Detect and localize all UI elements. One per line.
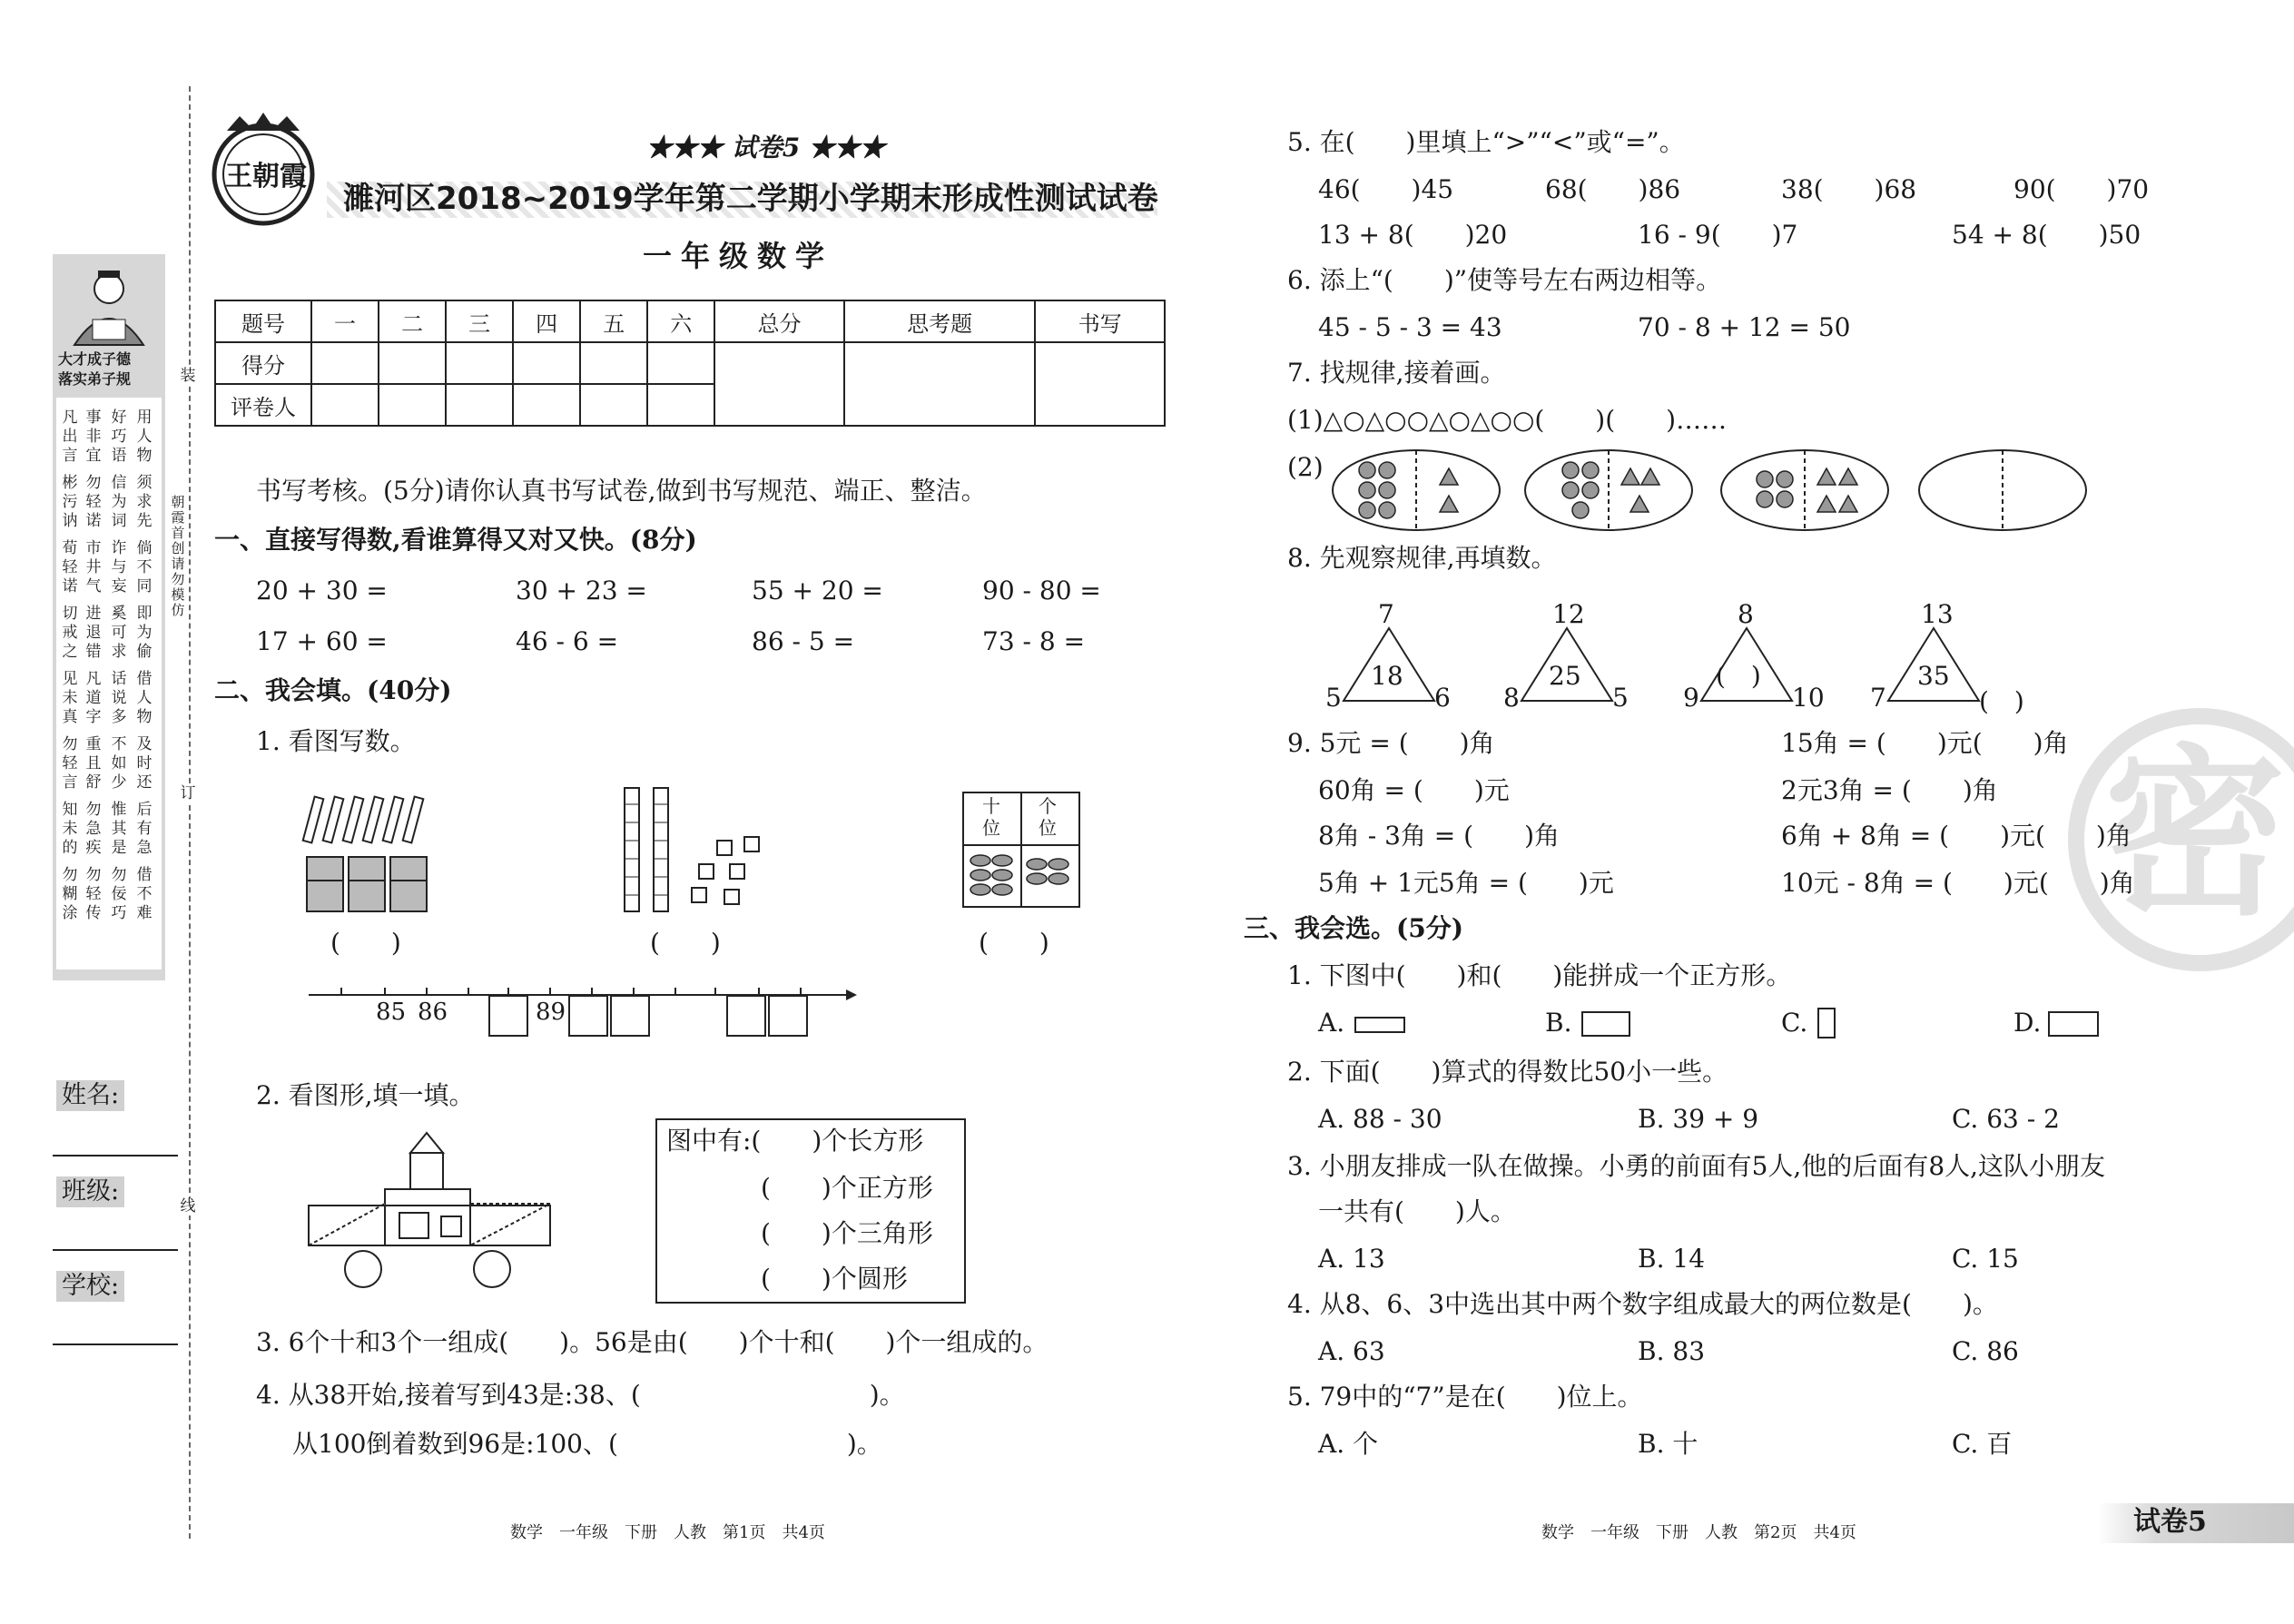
- option-item[interactable]: C. 15: [1952, 1244, 2019, 1274]
- calc-item: 73 - 8 =: [982, 626, 1086, 656]
- motto-column: 用人物: [136, 408, 153, 465]
- tick-label: 86: [418, 999, 448, 1026]
- corner-label: 试卷5: [2133, 1506, 2207, 1538]
- answer-blank[interactable]: ( ): [330, 928, 401, 958]
- score-cell[interactable]: [647, 342, 714, 384]
- motto-column: 倘不同: [136, 539, 153, 595]
- money-item: 2元3角 = ( )角: [1781, 775, 1998, 805]
- number-box[interactable]: [488, 995, 528, 1037]
- compare-item: 13 + 8( )20: [1318, 220, 1508, 250]
- tick-label: 85: [376, 999, 407, 1026]
- motto-column: 勿佞巧: [111, 866, 127, 922]
- money-item: 5角 + 1元5角 = ( )元: [1318, 868, 1614, 898]
- table-row-label: 评卷人: [215, 384, 311, 426]
- score-cell[interactable]: [311, 384, 379, 426]
- equation-item: 70 - 8 + 12 = 50: [1638, 312, 1851, 342]
- rectangle-c-icon: [1817, 1008, 1836, 1038]
- shape-count-line: ( )个圆形: [761, 1264, 908, 1294]
- name-field[interactable]: [53, 1155, 178, 1156]
- triangle-left: 5: [1325, 683, 1342, 713]
- triangle-center: 25: [1549, 661, 1581, 691]
- option-item[interactable]: B. 十: [1638, 1429, 1698, 1459]
- motto-column: 后有急: [136, 801, 153, 857]
- left-footer: 数学 一年级 下册 人教 第1页 共4页: [510, 1523, 825, 1542]
- question-3-3a: 3. 小朋友排成一队在做操。小勇的前面有5人,他的后面有8人,这队小朋友: [1287, 1151, 2106, 1181]
- writing-instruction: 书写考核。(5分)请你认真书写试卷,做到书写规范、端正、整洁。: [256, 476, 987, 506]
- motto-column: 勿糊涂: [62, 866, 78, 922]
- money-item: 15角 = ( )元( )角: [1781, 728, 2069, 758]
- number-box[interactable]: [726, 995, 766, 1037]
- option-item[interactable]: A. 88 - 30: [1318, 1104, 1442, 1134]
- triangle-top: 7: [1378, 599, 1394, 629]
- motto-column: 重且舒: [85, 735, 102, 792]
- binding-line: [189, 86, 191, 1539]
- table-header-cell: 总分: [714, 300, 843, 342]
- question-3-4: 4. 从8、6、3中选出其中两个数字组成最大的两位数是( )。: [1287, 1289, 1998, 1319]
- motto-column: 借人物: [136, 670, 153, 726]
- motto-column: 信为词: [111, 474, 127, 530]
- question-8-title: 8. 先观察规律,再填数。: [1287, 543, 1557, 573]
- binding-mark: 线: [180, 1197, 196, 1216]
- rectangle-a-icon: [1354, 1017, 1405, 1033]
- motto-column: 勿轻诺: [85, 474, 102, 530]
- compare-item: 16 - 9( )7: [1638, 220, 1798, 250]
- table-header-cell: 三: [446, 300, 513, 342]
- question-3-3b: 一共有( )人。: [1318, 1196, 1516, 1226]
- exam-title: 濉河区2018~2019学年第二学期小学期末形成性测试试卷: [343, 181, 1158, 217]
- option-item[interactable]: A. 13: [1318, 1244, 1385, 1274]
- cubes-icon: [608, 786, 763, 913]
- equation-item: 45 - 5 - 3 = 43: [1318, 312, 1502, 342]
- secret-stamp-char: 密: [2104, 727, 2287, 940]
- triangle-top: 12: [1552, 599, 1585, 629]
- motto-column: 奚可求: [111, 605, 127, 661]
- motto-column: 不如少: [111, 735, 127, 792]
- motto-column: 事非宜: [85, 408, 102, 465]
- question-2-1: 1. 看图写数。: [256, 726, 416, 756]
- side-note: 朝霞首创请勿模仿: [171, 494, 185, 618]
- compare-item: 46( )45: [1318, 174, 1454, 204]
- number-box[interactable]: [768, 995, 808, 1037]
- table-header-cell: 思考题: [844, 300, 1036, 342]
- place-value-chart: [962, 792, 1080, 908]
- calc-item: 90 - 80 =: [982, 576, 1101, 605]
- motto-column: 即为偷: [136, 605, 153, 661]
- counters-icon: [968, 851, 1075, 901]
- money-item: 9. 5元 = ( )角: [1287, 728, 1495, 758]
- exam-subtitle: 一年级数学: [643, 239, 834, 273]
- option-label[interactable]: A.: [1318, 1008, 1345, 1038]
- triangle-right: 6: [1434, 683, 1451, 713]
- motto-column: 及时还: [136, 735, 153, 792]
- right-footer: 数学 一年级 下册 人教 第2页 共4页: [1541, 1523, 1856, 1542]
- shape-vehicle-icon: [305, 1131, 559, 1300]
- question-2-4a: 4. 从38开始,接着写到43是:38、( )。: [256, 1380, 905, 1410]
- score-cell[interactable]: [446, 342, 513, 384]
- portrait-caption: 落实弟子规: [58, 370, 132, 388]
- calc-item: 86 - 5 =: [752, 626, 855, 656]
- score-cell[interactable]: [844, 342, 1036, 426]
- triangle-left: 7: [1870, 683, 1886, 713]
- score-cell[interactable]: [379, 384, 446, 426]
- motto-column: 荀轻诺: [62, 539, 78, 595]
- portrait-icon: [65, 265, 153, 349]
- motto-column: 进退错: [85, 605, 102, 661]
- triangle-left: 9: [1683, 683, 1699, 713]
- sticks-bundle-icon: [300, 790, 445, 917]
- table-header-cell: 一: [311, 300, 379, 342]
- option-item[interactable]: C. 86: [1952, 1336, 2019, 1366]
- question-2-3: 3. 6个十和3个一组成( )。56是由( )个十和( )个一组成的。: [256, 1327, 1049, 1357]
- class-field[interactable]: [53, 1249, 178, 1251]
- motto-column: 勿轻言: [62, 735, 78, 792]
- calc-item: 30 + 23 =: [516, 576, 647, 605]
- compare-item: 38( )68: [1781, 174, 1917, 204]
- motto-column: 话说多: [111, 670, 127, 726]
- class-label: 班级:: [56, 1176, 124, 1207]
- triangle-top: 8: [1738, 599, 1754, 629]
- option-item[interactable]: C. 63 - 2: [1952, 1104, 2060, 1134]
- motto-column: 须求先: [136, 474, 153, 530]
- section2-title: 二、我会填。(40分): [214, 675, 452, 705]
- score-cell[interactable]: [513, 342, 580, 384]
- section3-title: 三、我会选。(5分): [1244, 913, 1463, 943]
- shape-count-line: ( )个正方形: [761, 1173, 933, 1203]
- motto-text-area: [56, 398, 162, 969]
- question-2-2: 2. 看图形,填一填。: [256, 1080, 475, 1110]
- table-header-cell: 五: [580, 300, 647, 342]
- motto-column: 凡出言: [62, 408, 78, 465]
- logo-text: 王朝霞: [225, 161, 307, 192]
- score-cell[interactable]: [714, 342, 843, 426]
- triangle-center: 18: [1371, 661, 1403, 691]
- question-2-4b: 从100倒着数到96是:100、( )。: [292, 1429, 882, 1459]
- shape-count-line: 图中有:( )个长方形: [666, 1126, 924, 1156]
- table-header-cell: 题号: [215, 300, 311, 342]
- calc-item: 20 + 30 =: [256, 576, 388, 605]
- section1-title: 一、直接写得数,看谁算得又对又快。(8分): [214, 525, 697, 555]
- motto-column: 凡道字: [85, 670, 102, 726]
- table-header-cell: 四: [513, 300, 580, 342]
- option-item[interactable]: C. 百: [1952, 1429, 2013, 1459]
- calc-item: 55 + 20 =: [752, 576, 883, 605]
- motto-column: 诈与妄: [111, 539, 127, 595]
- tens-label: 十位: [982, 795, 1000, 839]
- table-header-cell: 六: [647, 300, 714, 342]
- rectangle-d-icon: [2048, 1011, 2099, 1037]
- table-header-cell: 书写: [1035, 300, 1165, 342]
- score-table: [214, 300, 1166, 427]
- question-3-1: 1. 下图中( )和( )能拼成一个正方形。: [1287, 960, 1792, 990]
- score-cell[interactable]: [379, 342, 446, 384]
- option-label[interactable]: B.: [1545, 1008, 1572, 1038]
- rectangle-b-icon: [1581, 1011, 1630, 1037]
- calc-item: 46 - 6 =: [516, 626, 619, 656]
- score-cell[interactable]: [311, 342, 379, 384]
- portrait-caption: 大才成子德: [58, 350, 132, 368]
- triangle-top: 13: [1921, 599, 1954, 629]
- series-text: 试卷5: [731, 133, 801, 162]
- name-label: 姓名:: [56, 1080, 124, 1111]
- motto-column: 彬污讷: [62, 474, 78, 530]
- school-field[interactable]: [53, 1343, 178, 1345]
- answer-blank[interactable]: ( ): [979, 928, 1049, 958]
- motto-panel: [53, 254, 165, 980]
- series-label: ★★★ 试卷5 ★★★: [646, 133, 885, 162]
- triangle-right[interactable]: ( ): [1979, 686, 2024, 716]
- score-cell[interactable]: [647, 384, 714, 426]
- school-label: 学校:: [56, 1271, 124, 1302]
- compare-item: 90( )70: [2013, 174, 2150, 204]
- score-cell[interactable]: [513, 384, 580, 426]
- tick-label: 89: [536, 999, 566, 1026]
- pattern-ovals-icon: [1331, 445, 2093, 536]
- motto-column: 勿轻传: [85, 866, 102, 922]
- motto-column: 借不难: [136, 866, 153, 922]
- option-item[interactable]: B. 14: [1638, 1244, 1706, 1274]
- calc-item: 17 + 60 =: [256, 626, 388, 656]
- question-7-title: 7. 找规律,接着画。: [1287, 358, 1506, 388]
- motto-column: 切戒之: [62, 605, 78, 661]
- question-5-title: 5. 在( )里填上“>”“<”或“=”。: [1287, 127, 1685, 157]
- motto-column: 知未的: [62, 801, 78, 857]
- money-item: 10元 - 8角 = ( )元( )角: [1781, 868, 2135, 898]
- shape-count-line: ( )个三角形: [761, 1218, 933, 1248]
- pattern-row-2-label: (2): [1287, 452, 1324, 482]
- option-item[interactable]: A. 个: [1318, 1429, 1379, 1459]
- binding-mark: 订: [180, 784, 196, 802]
- compare-item: 68( )86: [1545, 174, 1681, 204]
- question-6-title: 6. 添上“( )”使等号左右两边相等。: [1287, 265, 1722, 295]
- compare-item: 54 + 8( )50: [1952, 220, 2141, 250]
- motto-column: 惟其是: [111, 801, 127, 857]
- triangle-center: 35: [1917, 661, 1950, 691]
- motto-column: 见未真: [62, 670, 78, 726]
- score-cell[interactable]: [1035, 342, 1165, 426]
- score-cell[interactable]: [580, 342, 647, 384]
- number-box[interactable]: [610, 995, 650, 1037]
- motto-column: 勿急疾: [85, 801, 102, 857]
- motto-column: 市井气: [85, 539, 102, 595]
- money-item: 60角 = ( )元: [1318, 775, 1510, 805]
- number-box[interactable]: [568, 995, 608, 1037]
- triangle-left: 8: [1503, 683, 1520, 713]
- score-cell[interactable]: [446, 384, 513, 426]
- option-item[interactable]: B. 39 + 9: [1638, 1104, 1759, 1134]
- option-label[interactable]: D.: [2013, 1008, 2042, 1038]
- question-3-2: 2. 下面( )算式的得数比50小一些。: [1287, 1057, 1728, 1087]
- triangle-right: 10: [1792, 683, 1825, 713]
- pattern-row-1: (1)△○△○○△○△○○( )( )……: [1287, 405, 1728, 435]
- motto-column: 好巧语: [111, 408, 127, 465]
- triangle-center[interactable]: ( ): [1716, 661, 1761, 691]
- money-item: 6角 + 8角 = ( )元( )角: [1781, 821, 2132, 851]
- table-header-cell: 二: [379, 300, 446, 342]
- triangle-right: 5: [1612, 683, 1629, 713]
- ones-label: 个位: [1039, 795, 1057, 839]
- option-item[interactable]: A. 63: [1318, 1336, 1385, 1366]
- table-row-label: 得分: [215, 342, 311, 384]
- answer-blank[interactable]: ( ): [650, 928, 721, 958]
- question-3-5: 5. 79中的“7”是在( )位上。: [1287, 1382, 1643, 1412]
- option-item[interactable]: B. 83: [1638, 1336, 1706, 1366]
- money-item: 8角 - 3角 = ( )角: [1318, 821, 1561, 851]
- score-cell[interactable]: [580, 384, 647, 426]
- binding-mark: 装: [180, 367, 196, 385]
- option-label[interactable]: C.: [1781, 1008, 1808, 1038]
